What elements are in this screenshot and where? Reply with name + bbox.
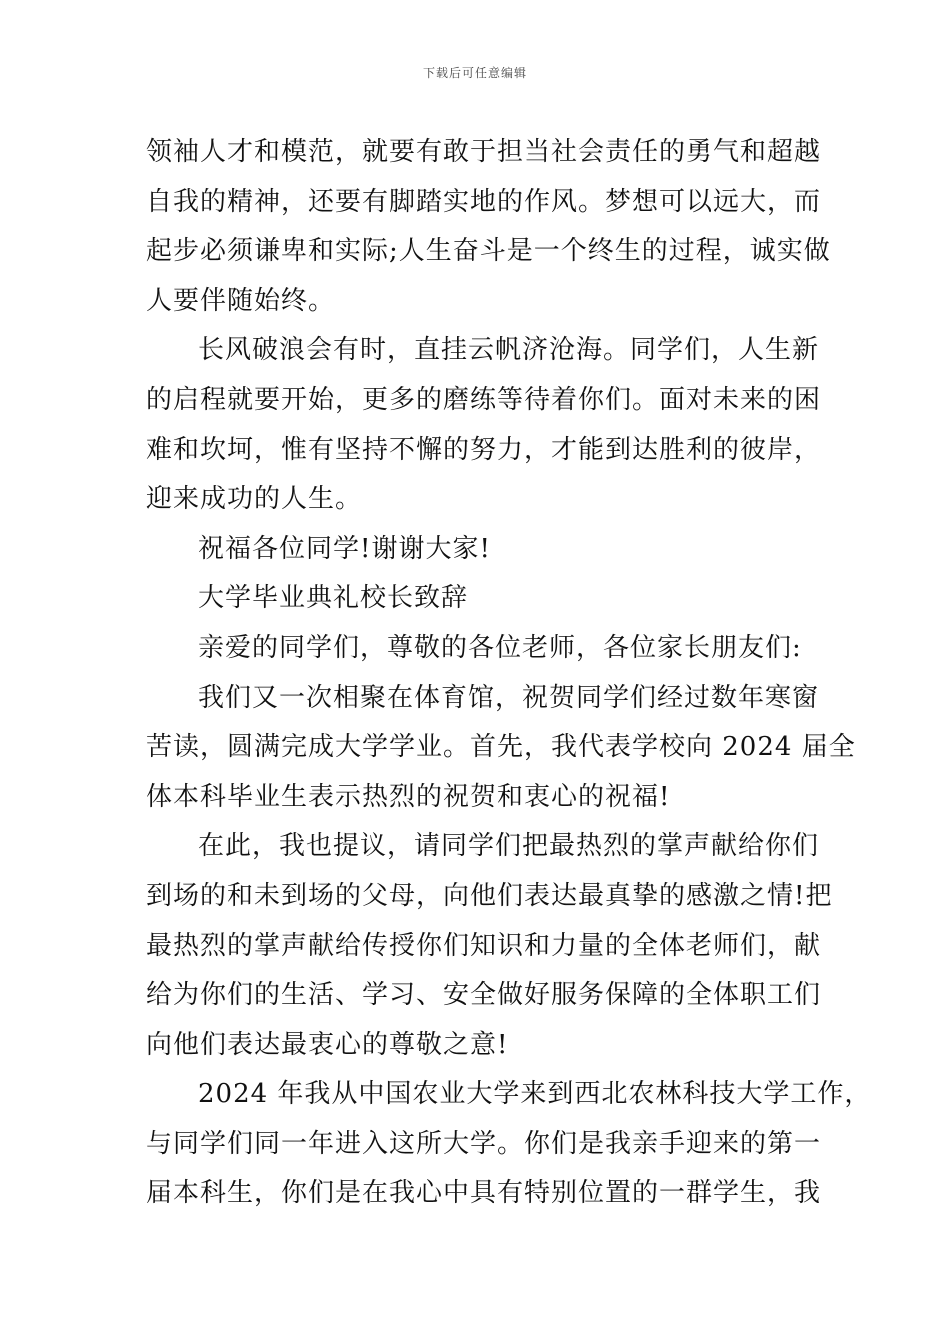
salutation: 亲爱的同学们，尊敬的各位老师，各位家长朋友们: xyxy=(198,632,802,663)
text-line: 到场的和未到场的父母，向他们表达最真挚的感激之情!把 xyxy=(146,880,833,911)
text-line: 领袖人才和模范，就要有敢于担当社会责任的勇气和超越 xyxy=(146,137,822,167)
text-line: 自我的精神，还要有脚踏实地的作风。梦想可以远大，而 xyxy=(146,186,822,217)
text-line: 给为你们的生活、学习、安全做好服务保障的全体职工们 xyxy=(146,980,822,1011)
text-line: 祝福各位同学!谢谢大家! xyxy=(198,533,491,564)
text-line: 我们又一次相聚在体育馆，祝贺同学们经过数年寒窗 xyxy=(198,682,820,713)
text-line: 苦读，圆满完成大学学业。首先，我代表学校向 2024 届全 xyxy=(146,732,856,763)
text-line: 起步必须谦卑和实际;人生奋斗是一个终生的过程，诚实做 xyxy=(146,236,831,267)
section-title: 大学毕业典礼校长致辞 xyxy=(198,583,469,614)
document-body xyxy=(146,128,872,1219)
text-line: 在此，我也提议，请同学们把最热烈的掌声献给你们 xyxy=(198,831,820,862)
text-line: 的启程就要开始，更多的磨练等待着你们。面对未来的困 xyxy=(146,384,822,415)
text-line: 最热烈的掌声献给传授你们知识和力量的全体老师们，献 xyxy=(146,930,822,961)
text-line: 人要伴随始终。 xyxy=(146,285,336,316)
text-line: 向他们表达最衷心的尊敬之意! xyxy=(146,1029,509,1060)
text-line: 与同学们同一年进入这所大学。你们是我亲手迎来的第一 xyxy=(146,1128,822,1159)
page-header: 下载后可任意编辑 xyxy=(422,66,527,80)
text-line: 体本科毕业生表示热烈的祝贺和衷心的祝福! xyxy=(146,781,671,812)
text-line: 长风破浪会有时，直挂云帆济沧海。同学们，人生新 xyxy=(198,335,820,366)
text-line: 2024 年我从中国农业大学来到西北农林科技大学工作， xyxy=(198,1079,872,1110)
text-line: 届本科生，你们是在我心中具有特别位置的一群学生，我 xyxy=(146,1178,822,1209)
text-line: 迎来成功的人生。 xyxy=(146,484,363,515)
text-line: 难和坎坷，惟有坚持不懈的努力，才能到达胜利的彼岸， xyxy=(146,434,822,465)
